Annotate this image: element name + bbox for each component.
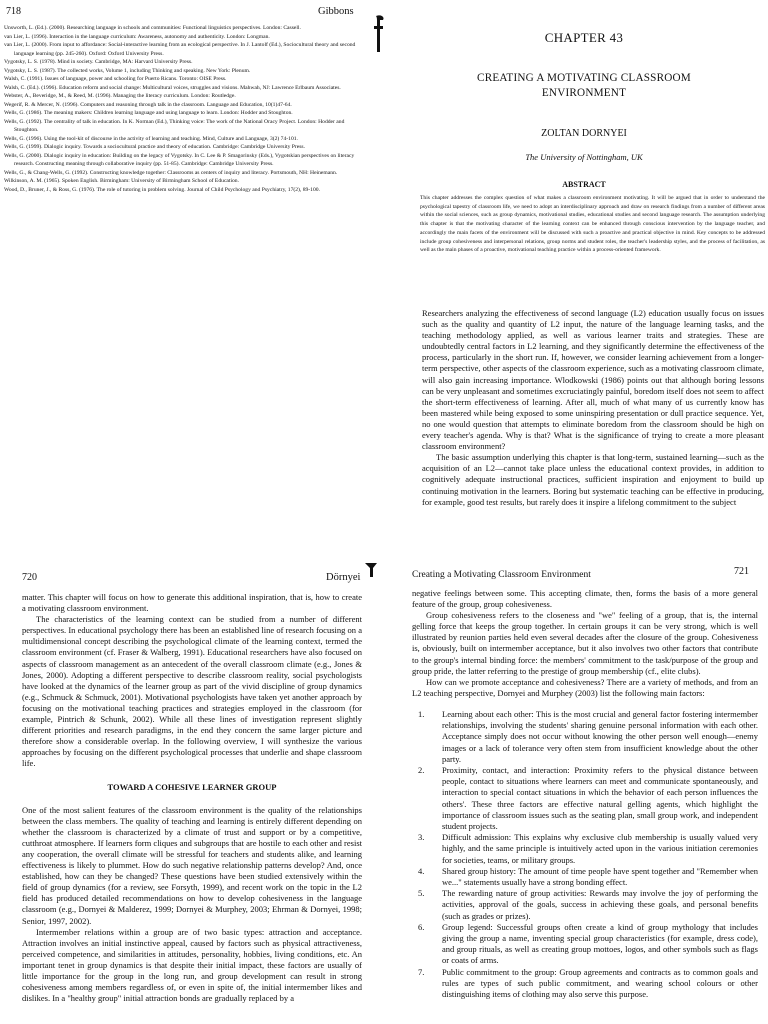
running-head: Dörnyei xyxy=(326,572,361,583)
abstract-text: This chapter addresses the complex question of what makes a classroom environment motivating. It will be argued that in order to understand the psychological tapestry of classroom life, we need to adopt an interdisciplinary approach and draw on research findings from a number of different areas within the social sciences, such as group dynamics, motivational studies, educational studies and second language research. The assumption underlying this chapter is that the motivating character of the learning context can be enhanced through conscious intervention by the language teacher, and accordingly the main facets of the environment will be discussed with such a proactive and practical objective in mind. Key concepts to be addressed include group cohesiveness and interpersonal relations, group norms and student roles, the teacher's leadership styles, and the process of facilitation, as well as the main phases of a proactive, motivational teaching practice within a process-oriented framework. xyxy=(420,195,765,254)
reference-entry: Walsh, C. (Ed.). (1996). Education reform and social change: Multicultural voices, struggles and visions. Mahwah, NJ: Lawrence Erlbaum Associates. xyxy=(4,84,341,91)
factor-item xyxy=(412,888,758,922)
factor-item xyxy=(412,922,758,967)
reference-entry: Wells, G., & Chang-Wells, G. (1992). Constructing knowledge together: Classrooms as centers of inquiry and literacy. Portsmouth, NH: Heinemann. xyxy=(4,169,338,176)
page-721-body xyxy=(412,588,758,1024)
binding-shadow xyxy=(372,14,386,59)
body-paragraph: How can we promote acceptance and cohesiveness? There are a variety of methods, and from an L2 teaching perspective, Dornyei and Murphey (2003) list the following main factors: xyxy=(412,676,758,698)
chapter-label: CHAPTER 43 xyxy=(544,30,624,45)
factor-item xyxy=(412,832,758,866)
page-number: 721 xyxy=(734,566,749,577)
factor-text: Public commitment to the group: Group agreements and contracts as to common goals and rules are types of such public commitment, and wearing school colours or other distinguishing items of clothing may also serve this purpose. xyxy=(442,966,758,1000)
body-paragraph: The basic assumption underlying this chapter is that long-term, sustained learning—such as the acquisition of an L2—cannot take place unless the educational context provides, in addition to cognitively adequate instructional practices, sufficient inspiration and enjoyment to build up continuing motivation in the learners. Boring but systematic teaching can be effective in producing, for example, good test results, but rarely does it inspire a lifelong commitment to the subject xyxy=(422,452,764,507)
page-720-body xyxy=(22,592,362,1024)
factor-number: 4. xyxy=(418,865,425,876)
binding-mark-icon xyxy=(372,14,386,54)
factor-text: Shared group history: The amount of time people have spent together and "Remember when we..." statements usually have a strong bonding effect. xyxy=(442,865,758,887)
reference-entry: van Lier, L. (2000). From input to affordance: Social-interactive learning from an ecological perspective. In J. Lantolf (Ed.), Sociocultural theory and second language learning (pp. 245-260). Oxford: Oxford University Press. xyxy=(4,42,356,57)
abstract-heading: ABSTRACT xyxy=(562,180,606,189)
affiliation: The University of Nottingham, UK xyxy=(525,152,643,162)
factor-text: Proximity, contact, and interaction: Proximity refers to the physical distance between people, contact to situations where learners can meet and communicate spontaneously, and interaction to special contact situations in which the behavior of each person influences the others'. These three factors are effective natural gelling agents, which highlight the importance of classroom issues such as the seating plan, small group work, and independent student projects. xyxy=(442,764,758,831)
body-paragraph: The characteristics of the learning context can be studied from a number of different perspectives. In educational psychology there has been an established line of research focusing on a multidimensional concept describing the psychological climate of the learning context, termed the classroom environment (cf. Fraser & Walberg, 1991). Educational researchers have also focused on aspects of classroom management as an antecedent of the overall classroom climate (e.g., Jones & Jones, 2000). Adopting a different perspective to describe classroom reality, social psychologists have looked at the dynamics of the learner group as part of the vivid discipline of group dynamics (e.g., Schmuck & Schmuck, 2001). Motivational psychologists have taken yet another approach by focusing on the motivational teaching practices and strategies employed in the classroom (for example, Pintrich & Schunk, 2002). While all these lines of investigation represent slightly different priorities and research paradigms, in the end they concern the same larger picture and therefore show a considerable overlap. In the following overview, I will synthesize the various approaches by focusing on the different psychological processes that underlie and shape classroom life. xyxy=(22,614,362,769)
reference-entry: Wells, G. (1986). The meaning makers: Children learning language and using language to learn. London: Hodder and Stoughton. xyxy=(4,110,293,116)
body-paragraph: One of the most salient features of the classroom environment is the quality of the relationships between the class members. The quality of teaching and learning is entirely different depending on whether the classroom is characterized by a climate of trust and support or by a competitive, cutthroat atmosphere. If learners form cliques and subgroups that are hostile to each other and resist any cooperation, the overall climate will be stressful for teachers and students alike, and learning effectiveness is likely to plummet. How do such negative relationship patterns develop? And, once established, how can they be changed? These questions have been studied extensively within the field of group dynamics (for a review, see Forsyth, 1999), and recent work on the topic in the L2 field has produced detailed recommendations on how to develop cohesiveness in the language classroom (e.g., Dornyei & Malderez, 1999; Dornyei & Murphey, 2003; Ehrman & Dornyei, 1998; Senior, 1997, 2002). xyxy=(22,804,362,926)
factor-number: 5. xyxy=(418,888,425,899)
body-paragraph: Researchers analyzing the effectiveness of second language (L2) education usually focus on issues such as the quality and quantity of L2 input, the nature of the language learning tasks, and the teaching methodology applied, as well as various learner traits and strategies. These are undoubtedly central factors in L2 learning, and they significantly determine the effectiveness of the process, particularly in the short run. If, however, we consider learning achievement from a longer-term perspective, other aspects of the classroom experience, such as a motivating classroom climate, will also gain increasing importance. Wlodkowski (1986) points out that although boring lessons can be very unpleasant and sometimes excruciatingly painful, boredom itself does not seem to affect the short-term effectiveness of learning. After all, much of what many of us currently know has been mastered while being exposed to some uninspiring presentation or dull practice sequence. Yet, no one would question that attempts to eliminate boredom from the classroom should be high on every teacher's agenda. Why is that? What is the significance of trying to create a more pleasant classroom environment? xyxy=(422,308,764,452)
binding-mark-icon xyxy=(364,562,378,578)
body-paragraph: matter. This chapter will focus on how to generate this additional inspiration, that is, how to create a motivating classroom environment. xyxy=(22,592,362,614)
reference-entry: Vygotsky, L. S. (1987). The collected works, Volume 1, including Thinking and speaking. New York: Plenum. xyxy=(4,67,251,74)
factor-item xyxy=(412,967,758,1001)
body-paragraph: Intermember relations within a group are of two basic types: attraction and acceptance. Attraction involves an initial instinctive appeal, caused by factors such as physical attractiveness, perceived competence, and similarities in attitudes, personality, hobbies, living conditions, etc. An important tenet in group dynamics is that despite their initial impact, these factors are usually of little importance for the group in the long run, and group development can result in strong cohesiveness among members regardless of, or even in spite of, the initial intermember likes and dislikes. In a "healthy group" initial attraction bonds are gradually replaced by a xyxy=(22,926,362,1004)
chapter-body xyxy=(422,308,764,532)
reference-entry: Unsworth, L. (Ed.). (2000). Researching language in schools and communities: Functional linguistics perspectives. London: Cassell. xyxy=(4,25,301,31)
reference-entry: Webster, A., Beveridge, M., & Reed, M. (1996). Managing the literacy curriculum. London: Routledge. xyxy=(4,93,236,99)
factor-number: 2. xyxy=(418,764,425,775)
reference-entry: Wells, G. (1996). Using the tool-kit of discourse in the activity of learning and teaching. Mind, Culture and Language, 3(2) 74-101. xyxy=(4,135,298,142)
reference-entry: Wells, G. (1999). Dialogic inquiry. Towards a sociocultural practice and theory of education. Cambridge: Cambridge University Press. xyxy=(4,144,305,150)
reference-entry: Wegerif, R. & Mercer, N. (1996). Computers and reasoning through talk in the classroom. Language and Education, 10(1)47-64. xyxy=(4,101,292,108)
reference-entry: Walsh, C. (1991). Issues of language, power and schooling for Puerto Ricans. Toronto: OISE Press. xyxy=(4,76,227,82)
factor-item xyxy=(412,765,758,832)
factor-text: The rewarding nature of group activities: Rewards may involve the joy of performing the activities, approval of the goals, success in achieving these goals, and personal benefits (such as grades or prizes). xyxy=(442,888,758,921)
reference-entry: van Lier, L. (1996). Interaction in the language curriculum: Awareness, autonomy and authenticity. London: Longman. xyxy=(4,33,270,40)
reference-entry: Wilkinson, A. M. (1965). Spoken English. Birmingham: University of Birmingham School of Education. xyxy=(4,178,240,184)
chapter-title-line1: CREATING A MOTIVATING CLASSROOM xyxy=(477,72,691,84)
factor-item xyxy=(412,866,758,888)
factor-number: 3. xyxy=(418,832,425,843)
factor-number: 6. xyxy=(418,921,425,932)
section-heading: TOWARD A COHESIVE LEARNER GROUP xyxy=(107,781,277,792)
body-paragraph: negative feelings between some. This accepting climate, then, forms the basis of a more general feature of the group, group cohesiveness. xyxy=(412,588,758,610)
factor-text: Difficult admission: This explains why exclusive club membership is usually valued very highly, and the same principle is intuitively acted upon in the various initiation ceremonies for societies, teams, or military groups. xyxy=(442,832,758,865)
reference-entry: Wood, D., Bruner, J., & Ross, G. (1976). The role of tutoring in problem solving. Journal of Child Psychology and Psychiatry, 17(2), 89-100. xyxy=(4,186,320,193)
reference-entry: Wells, G. (2000). Dialogic inquiry in education: Building on the legacy of Vygotsky. In C. Lee & P. Smagorinsky (Eds.), Vygotskian perspectives on literacy research. Constructing meaning through collaborative inquiry (pp. 51-85). Cambridge: Cambridge University Press. xyxy=(4,152,355,167)
factor-text: Group legend: Successful groups often create a kind of group mythology that includes giving the group a name, inventing special group characteristics (for example, dress code), and group rituals, as well as creating group mottoes, logos, and other symbols such as flags or coats of arms. xyxy=(442,921,758,966)
reference-entry: Vygotsky, L. S. (1978). Mind in society. Cambridge, MA: Harvard University Press. xyxy=(4,59,193,65)
factor-text: Learning about each other: This is the most crucial and general factor fostering intermember relationships, involving the students' sharing genuine personal information with each other. Acceptance simply does not occur without knowing the other person well enough—enemy images or a lack of tolerance very often stem from insufficient knowledge about the other party. xyxy=(442,708,758,764)
reference-list xyxy=(4,24,356,194)
factor-item xyxy=(412,709,758,765)
author: ZOLTAN DORNYEI xyxy=(541,128,627,139)
running-head: Gibbons xyxy=(318,6,354,17)
running-head: Creating a Motivating Classroom Environment xyxy=(412,570,591,580)
binding-shadow xyxy=(364,562,378,583)
chapter-title-line2: ENVIRONMENT xyxy=(541,87,627,99)
page-number: 718 xyxy=(6,6,21,17)
page-number: 720 xyxy=(22,572,37,583)
factor-number: 7. xyxy=(418,966,425,977)
body-paragraph: Group cohesiveness refers to the closeness and "we" feeling of a group, that is, the internal gelling force that keeps the group together. In certain groups it can be very strong, which is well illustrated by reunion parties held even several decades after the closure of the group. Cohesiveness is, obviously, built on intermember acceptance, but it also involves two other factors that contribute to the group's internal binding force: the members' commitment to the task/purpose of the group and group pride, the latter referring to the prestige of group membership (cf., elite clubs). xyxy=(412,610,758,676)
factor-number: 1. xyxy=(418,708,425,719)
reference-entry: Wells, G. (1992). The centrality of talk in education. In K. Norman (Ed.), Thinking voice: The work of the National Oracy Project. London: Hodder and Stoughton. xyxy=(4,118,345,133)
bottom-spread xyxy=(0,556,768,1024)
